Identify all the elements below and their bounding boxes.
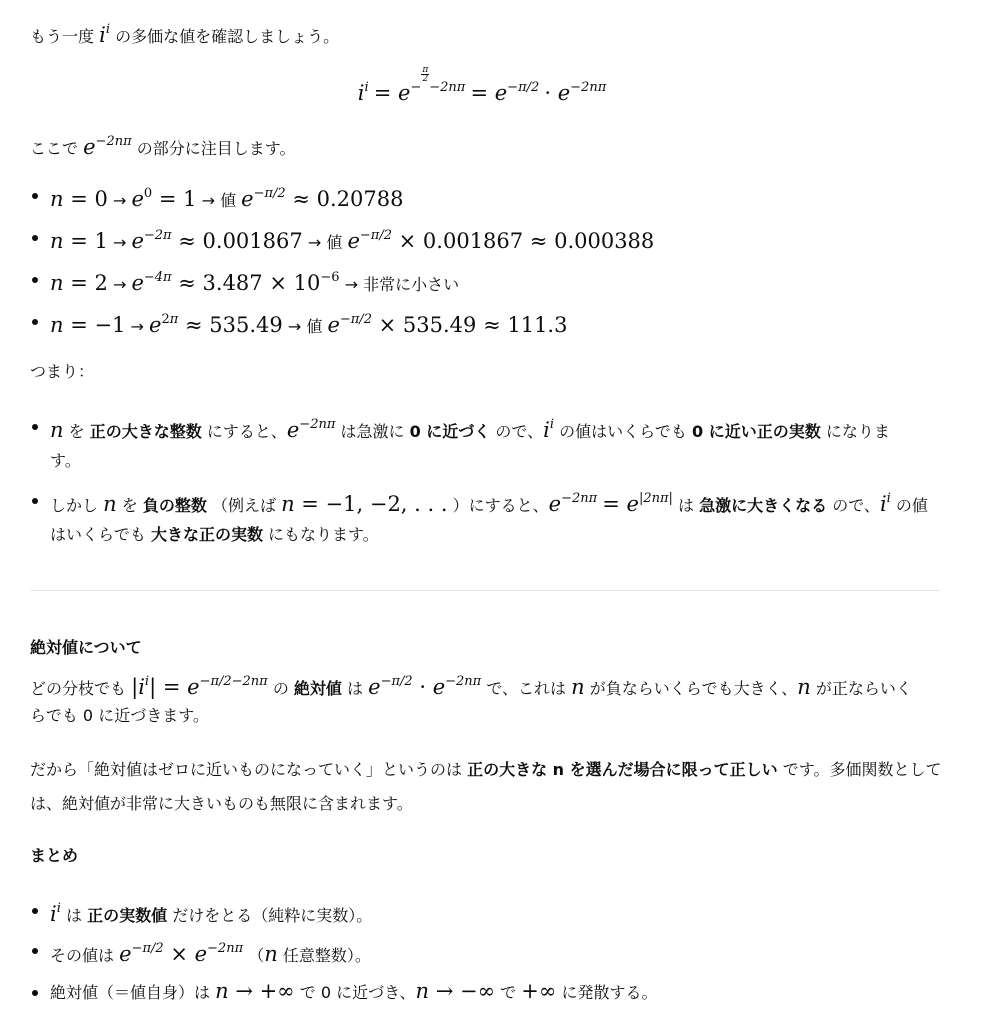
bullet — [32, 235, 38, 241]
list-item-summary-1: $i^i$ は 正の実数値 だけをとる（純粋に実数）。 — [50, 901, 373, 926]
list-item-negative-cont: はいくらでも 大きな正の実数 にもなります。 — [50, 525, 379, 544]
bullet — [32, 424, 38, 430]
list-item-case-0: $n = 0 \to e^0 = 1$ → 値 $e^{-\pi/2} \approx 0.20788$ — [50, 186, 404, 211]
tsumari-label: つまり： — [30, 362, 95, 381]
math-i-i: $i^i$ — [99, 22, 110, 47]
matome-title: まとめ — [30, 846, 79, 865]
focus-line: ここで $e^{-2n\pi}$ の部分に注目します。 — [30, 134, 296, 159]
summary-paragraph-line-1: だから「絶対値はゼロに近いものになっていく」というのは 正の大きな n を選んだ場合に限って正しい です。多価関数として — [30, 760, 942, 779]
abs-paragraph-line-1: どの分枝でも $|i^i| = e^{-\pi/2-2n\pi}$ の 絶対値 は $e^{-\pi/2} \cdot e^{-2n\pi}$ で、これは n が負ならいくらでも大きく、n が正ならいく — [30, 674, 912, 699]
list-item-negative: しかし n を 負の整数 （例えば n = −1, −2, . . . ）にすると、$e^{-2n\pi} = e^{|2n\pi|}$ は 急激に大きくなる ので、$i^i$ の値 — [50, 491, 928, 516]
list-item-case-1: $n = 1 \to e^{-2\pi} \approx 0.001867$ → 値 $e^{-\pi/2} \times 0.001867 \approx 0.000388$ — [50, 228, 655, 253]
abs-paragraph-line-2: らでも 0 に近づきます。 — [30, 706, 209, 725]
bullet — [32, 990, 38, 996]
bullet — [32, 277, 38, 283]
section-divider — [30, 590, 940, 591]
list-item-summary-3: 絶対値（＝値自身）は n → +∞ で 0 に近づき、n → −∞ で +∞ に発散する。 — [50, 979, 658, 1003]
intro-text-before: もう一度 — [30, 27, 95, 46]
display-equation: $i^i = e^{- \frac{\pi}{2}-2n\pi} = e^{-\pi/2} \cdot e^{-2n\pi}$ — [357, 65, 607, 105]
list-item-case-3: $n = -1 \to e^{2\pi} \approx 535.49$ → 値 $e^{-\pi/2} \times 535.49 \approx 111.3$ — [50, 312, 568, 337]
intro-line — [30, 18, 339, 49]
summary-paragraph-line-2: は、絶対値が非常に大きいものも無限に含まれます。 — [30, 794, 413, 813]
bullet — [32, 908, 38, 914]
bullet — [32, 948, 38, 954]
abs-section-title: 絶対値について — [30, 638, 142, 657]
list-item-positive: n を 正の大きな整数 にすると、$e^{-2n\pi}$ は急激に 0 に近づく ので、$i^i$ の値はいくらでも 0 に近い正の実数 になりま — [50, 417, 890, 442]
list-item-positive-cont: す。 — [50, 451, 81, 470]
intro-text-after: の多価な値を確認しましょう。 — [115, 27, 340, 46]
bullet — [32, 319, 38, 325]
list-item-case-2: $n = 2 \to e^{-4\pi} \approx 3.487 \times 10^{-6}$ → 非常に小さい — [50, 270, 460, 295]
list-item-summary-2: その値は $e^{-\pi/2} \times e^{-2n\pi}$ （n 任意整数）。 — [50, 941, 371, 966]
bullet — [32, 193, 38, 199]
bullet — [32, 498, 38, 504]
